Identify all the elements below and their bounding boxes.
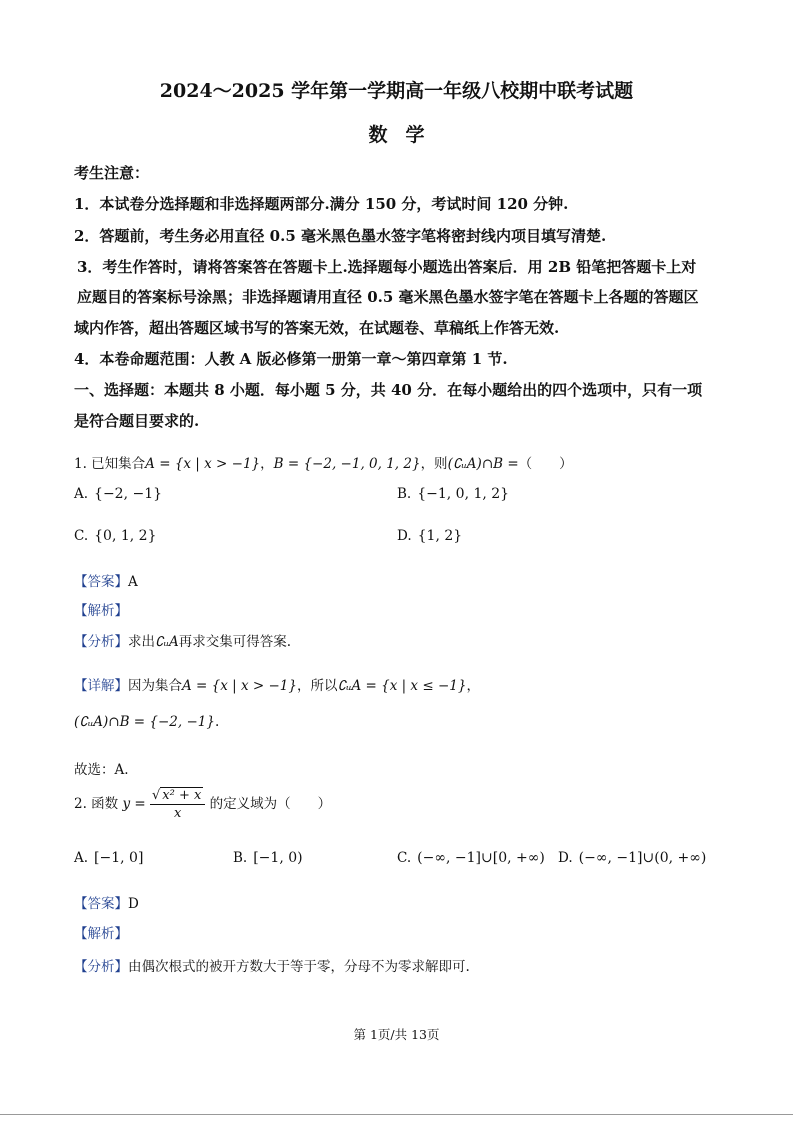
- q2-prefix: 2. 函数: [74, 796, 119, 812]
- q2-option-b: [233, 850, 303, 866]
- option-label: C.: [397, 850, 412, 866]
- notice-item-1: 1．本试卷分选择题和非选择题两部分.满分 150 分，考试时间 120 分钟.: [74, 195, 569, 213]
- q1-option-a: [74, 486, 162, 502]
- q1-prefix: 1. 已知集合: [74, 456, 146, 472]
- fenxi-expr: ∁ᵤA: [155, 634, 179, 650]
- section-heading-cont: 是符合题目要求的.: [74, 412, 200, 430]
- q2-numerator: √ x² + x: [152, 788, 202, 803]
- notice-item-3-cont2: 域内作答，超出答题区域书写的答案无效，在试题卷、草稿纸上作答无效.: [74, 319, 560, 337]
- option-value: (−∞, −1]∪(0, +∞): [578, 850, 707, 866]
- q1-analysis-tag: 【解析】: [74, 603, 128, 619]
- q2-option-d: [558, 850, 706, 866]
- q1-paren: （ ）: [518, 456, 573, 472]
- answer-tag: 【答案】: [74, 574, 128, 590]
- fenxi-tag: 【分析】: [74, 959, 128, 975]
- q2-answer: [74, 892, 139, 912]
- page-number: 第 1页/共 13页: [353, 1027, 440, 1042]
- detail-line2-expr: (∁ᵤA)∩B = {−2, −1}: [74, 714, 215, 730]
- option-value: {0, 1, 2}: [94, 528, 157, 544]
- page-bottom-divider: [0, 1114, 793, 1115]
- q1-conclusion: 故选：A.: [74, 762, 129, 778]
- option-value: {−2, −1}: [94, 486, 163, 502]
- notice-heading: 考生注意：: [74, 164, 150, 182]
- q1-then: ，则: [420, 456, 448, 472]
- q1-option-d: [397, 528, 462, 544]
- detail-expr-1: A = {x | x > −1}: [182, 678, 297, 694]
- option-label: D.: [558, 850, 573, 866]
- q2-radicand: x² + x: [162, 788, 202, 803]
- q1-option-b: [397, 486, 509, 502]
- q1-expr: (∁ᵤA)∩B =: [447, 456, 519, 472]
- option-label: A.: [74, 850, 89, 866]
- option-value: {−1, 0, 1, 2}: [417, 486, 510, 502]
- notice-item-2: 2．答题前，考生务必用直径 0.5 毫米黑色墨水签字笔将密封线内项目填写清楚.: [74, 227, 607, 245]
- fenxi-post: 再求交集可得答案.: [178, 634, 292, 650]
- option-value: {1, 2}: [417, 528, 463, 544]
- fenxi-tag: 【分析】: [74, 634, 128, 650]
- q1-set-b: B = {−2, −1, 0, 1, 2}: [273, 456, 421, 472]
- notice-item-3: 3．考生作答时，请将答案答在答题卡上.选择题每小题选出答案后．用 2B 铅笔把答题卡上对: [77, 258, 697, 276]
- detail-tag: 【详解】: [74, 678, 128, 694]
- option-label: C.: [74, 528, 89, 544]
- notice-item-4: 4．本卷命题范围：人教 A 版必修第一册第一章～第四章第 1 节.: [74, 350, 508, 368]
- q2-analysis-tag: 【解析】: [74, 926, 128, 942]
- option-value: (−∞, −1]∪[0, +∞): [417, 850, 545, 866]
- q1-answer: [74, 570, 138, 590]
- option-value: [−1, 0]: [94, 850, 144, 866]
- answer-value: A: [128, 574, 138, 590]
- q2-fenxi: [74, 955, 470, 975]
- q2-y: y =: [122, 796, 146, 812]
- q1-set-a: A = {x | x > −1}: [145, 456, 261, 472]
- detail-end: ，: [466, 678, 480, 694]
- answer-value: D: [128, 896, 139, 912]
- q2-suffix: 的定义域为（ ）: [209, 796, 332, 812]
- q1-fenxi: [74, 630, 291, 650]
- section-heading: 一、选择题：本题共 8 小题．每小题 5 分，共 40 分．在每小题给出的四个选项中，只有一项: [74, 381, 703, 399]
- option-label: A.: [74, 486, 89, 502]
- q1-detail-line2: [74, 714, 219, 730]
- option-value: [−1, 0): [253, 850, 303, 866]
- subject-title: 数学: [368, 124, 443, 146]
- q2-stem: [74, 788, 331, 821]
- option-label: B.: [233, 850, 248, 866]
- q1-detail: [74, 674, 480, 694]
- notice-item-3-cont: 应题目的答案标号涂黑；非选择题请用直径 0.5 毫米黑色墨水签字笔在答题卡上各题的答题区: [77, 288, 699, 306]
- answer-tag: 【答案】: [74, 896, 128, 912]
- q2-fraction: [150, 788, 205, 821]
- option-label: B.: [397, 486, 412, 502]
- fenxi-pre: 求出: [128, 634, 155, 650]
- fenxi-text: 由偶次根式的被开方数大于等于零，分母不为零求解即可.: [128, 959, 470, 975]
- q1-sep: ，: [260, 456, 274, 472]
- option-label: D.: [397, 528, 412, 544]
- exam-title: 2024～2025 学年第一学期高一年级八校期中联考试题: [159, 80, 634, 102]
- detail-line2-end: .: [214, 714, 220, 730]
- q1-option-c: [74, 528, 156, 544]
- q1-stem: [74, 452, 573, 472]
- q2-option-a: [74, 850, 143, 866]
- fraction-bar: [150, 804, 205, 805]
- detail-pre: 因为集合: [128, 678, 182, 694]
- q2-option-c: [397, 850, 545, 866]
- detail-expr-2: ∁ᵤA = {x | x ≤ −1}: [337, 678, 467, 694]
- detail-mid: ，所以: [296, 678, 338, 694]
- q2-denominator: x: [174, 806, 182, 821]
